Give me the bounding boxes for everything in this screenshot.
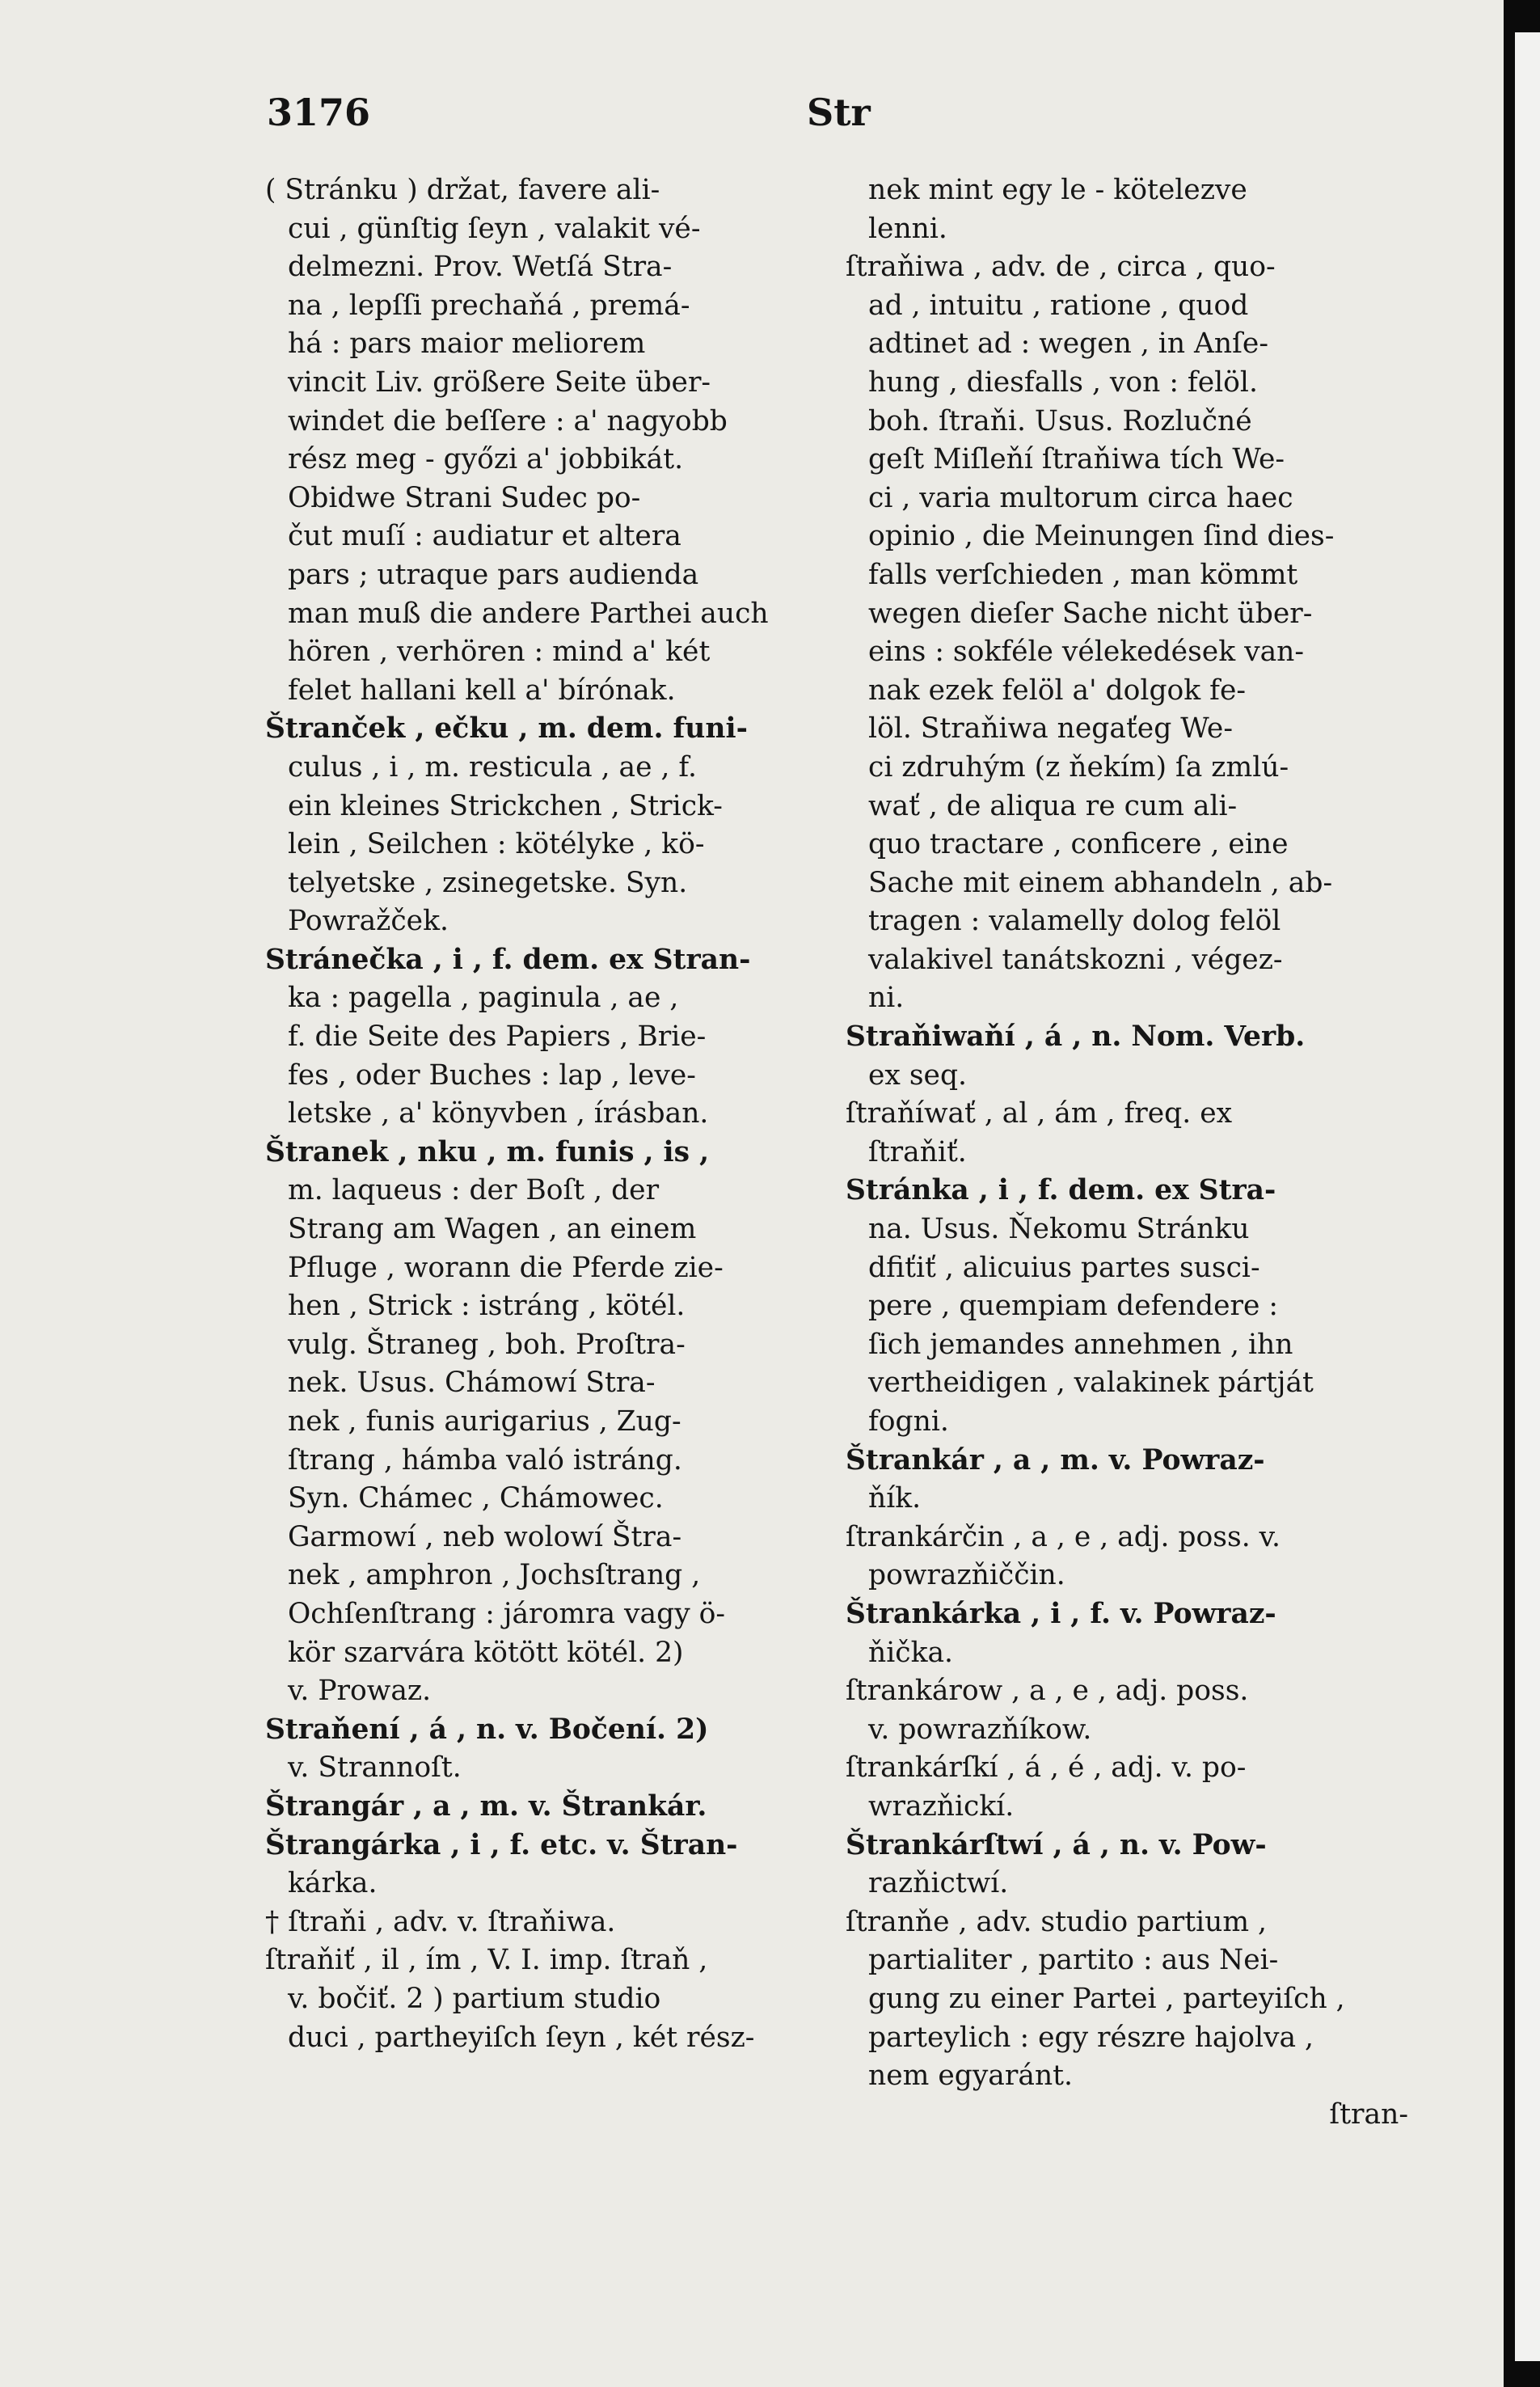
text-line: na. Usus. Ňekomu Stránku: [868, 1213, 1250, 1246]
entry-headword-line: ſtraňiwa , adv. de , circa , quo-: [846, 251, 1276, 284]
entry-headword-line: ſtraňíwať , al , ám , freq. ex: [846, 1097, 1233, 1130]
text-line: Powražček.: [288, 905, 449, 938]
text-line: ſich jemandes annehmen , ihn: [868, 1328, 1293, 1361]
text-line: geſt Miſleňí ſtraňiwa tích We-: [868, 443, 1285, 476]
text-line: m. laqueus : der Boſt , der: [288, 1174, 660, 1207]
text-line: felet hallani kell a' bírónak.: [288, 674, 676, 707]
text-line: v. powrazňíkow.: [868, 1713, 1092, 1746]
text-line: kör szarvára kötött kötél. 2): [288, 1636, 684, 1669]
text-line: fes , oder Buches : lap , leve-: [288, 1058, 696, 1092]
text-line: falls verſchieden , man kömmt: [868, 558, 1298, 591]
text-line: telyetske , zsinegetske. Syn.: [288, 866, 688, 899]
text-line: quo tractare , conficere , eine: [868, 828, 1289, 861]
entry-headword-line: ſtraňiť , il , ím , V. I. imp. ſtraň ,: [265, 1944, 708, 1977]
text-line: powrazňiččin.: [868, 1559, 1065, 1592]
entry-headword-line: Štrankárſtwí , á , n. v. Pow-: [846, 1828, 1267, 1861]
text-line: ex seq.: [868, 1058, 968, 1092]
text-line: ňička.: [868, 1636, 954, 1669]
text-line: hen , Strick : istráng , kötél.: [288, 1290, 686, 1323]
text-line: ka : pagella , paginula , ae ,: [288, 982, 679, 1015]
text-line: razňictwí.: [868, 1867, 1009, 1900]
text-line: Pfluge , worann die Pferde zie-: [288, 1251, 724, 1284]
catchword: ſtran-: [1329, 2098, 1408, 2131]
text-line: kárka.: [288, 1867, 378, 1900]
entry-headword-line: Štrangár , a , m. v. Štrankár.: [265, 1789, 707, 1823]
text-line: nek , amphron , Jochsſtrang ,: [288, 1559, 701, 1592]
text-line: pere , quempiam defendere :: [868, 1290, 1279, 1323]
text-line: boh. ſtraňi. Usus. Rozlučné: [868, 404, 1252, 437]
text-line: ci , varia multorum circa haec: [868, 481, 1293, 514]
text-line: lenni.: [868, 212, 947, 245]
text-line: v. bočiť. 2 ) partium studio: [288, 1982, 661, 2015]
text-line: duci , partheyiſch ſeyn , két rész-: [288, 2021, 755, 2054]
text-line: Sache mit einem abhandeln , ab-: [868, 866, 1333, 899]
text-line: delmezni. Prov. Wetſá Stra-: [288, 251, 673, 284]
text-line: v. Strannoſt.: [288, 1751, 462, 1785]
text-line: nek mint egy le - kötelezve: [868, 174, 1247, 206]
text-line: vincit Liv. größere Seite über-: [288, 365, 711, 399]
text-line: Ochſenſtrang : járomra vagy ö-: [288, 1597, 726, 1630]
text-line: ad , intuitu , ratione , quod: [868, 289, 1249, 322]
text-line: nek , funis aurigarius , Zug-: [288, 1405, 681, 1438]
text-line: pars ; utraque pars audienda: [288, 558, 699, 591]
text-line: na , lepſſi prechaňá , premá-: [288, 289, 690, 322]
entry-headword-line: † ſtraňi , adv. v. ſtraňiwa.: [265, 1905, 616, 1938]
text-line: valakivel tanátskozni , végez-: [868, 943, 1283, 976]
text-line: wať , de aliqua re cum ali-: [868, 789, 1238, 822]
text-line: ni.: [868, 982, 905, 1015]
text-line: culus , i , m. resticula , ae , f.: [288, 750, 697, 784]
text-line: nek. Usus. Chámowí Stra-: [288, 1367, 656, 1400]
text-line: nem egyaránt.: [868, 2060, 1073, 2093]
text-line: há : pars maior meliorem: [288, 327, 646, 361]
text-line: vertheidigen , valakinek pártját: [868, 1367, 1314, 1400]
text-line: nak ezek felöl a' dolgok fe-: [868, 674, 1247, 707]
entry-headword-line: ſtrankárčin , a , e , adj. poss. v.: [846, 1520, 1281, 1553]
entry-headword-line: ſtrankárow , a , e , adj. poss.: [846, 1675, 1249, 1708]
text-line: man muß die andere Parthei auch: [288, 597, 769, 630]
text-line: čut muſí : audiatur et altera: [288, 520, 681, 553]
text-line: Syn. Chámec , Chámowec.: [288, 1482, 664, 1515]
text-line: adtinet ad : wegen , in Anſe-: [868, 327, 1268, 361]
text-line: Obidwe Strani Sudec po-: [288, 481, 641, 514]
entry-headword-line: ſtranňe , adv. studio partium ,: [846, 1905, 1267, 1938]
entry-headword-line: Štrankárka , i , f. v. Powraz-: [846, 1597, 1276, 1630]
text-line: ( Stránku ) držat, favere ali-: [265, 174, 660, 206]
entry-headword-line: Štranek , nku , m. funis , is ,: [265, 1135, 710, 1168]
text-line: hung , diesfalls , von : felöl.: [868, 365, 1258, 399]
text-line: parteylich : egy részre hajolva ,: [868, 2021, 1314, 2054]
text-line: ſtrang , hámba való istráng.: [288, 1443, 682, 1477]
adjacent-page-edge: [1504, 0, 1540, 2387]
page-header: [267, 91, 1431, 155]
entry-headword-line: Straňiwaňí , á , n. Nom. Verb.: [846, 1020, 1306, 1054]
entry-headword-line: Štrankár , a , m. v. Powraz-: [846, 1443, 1265, 1477]
text-line: wrazňickí.: [868, 1789, 1015, 1823]
text-line: letske , a' könyvben , írásban.: [288, 1097, 709, 1130]
text-line: opinio , die Meinungen ſind dies-: [868, 520, 1335, 553]
text-line: löl. Straňiwa negaťeg We-: [868, 712, 1233, 746]
text-line: ein kleines Strickchen , Strick-: [288, 789, 723, 822]
text-line: v. Prowaz.: [288, 1675, 432, 1708]
entry-headword-line: Štranček , ečku , m. dem. funi-: [265, 712, 748, 746]
text-line: ci zdruhým (z ňekím) ſa zmlú-: [868, 750, 1289, 784]
adjacent-page-paper: [1515, 32, 1540, 2361]
text-line: wegen dieſer Sache nicht über-: [868, 597, 1313, 630]
text-line: cui , günſtig ſeyn , valakit vé-: [288, 212, 701, 245]
text-line: windet die beſſere : a' nagyobb: [288, 404, 728, 437]
text-line: fogni.: [868, 1405, 949, 1438]
text-line: f. die Seite des Papiers , Brie-: [288, 1020, 707, 1054]
entry-headword-line: ſtrankárſkí , á , é , adj. v. po-: [846, 1751, 1247, 1785]
text-line: Strang am Wagen , an einem: [288, 1213, 697, 1246]
right-column: [846, 171, 1416, 2134]
entry-headword-line: Stránka , i , f. dem. ex Stra-: [846, 1174, 1276, 1207]
text-line: partialiter , partito : aus Nei-: [868, 1944, 1279, 1977]
entry-headword-line: Stránečka , i , f. dem. ex Stran-: [265, 943, 751, 976]
running-head: Str: [807, 91, 871, 134]
text-line: rész meg - győzi a' jobbikát.: [288, 443, 684, 476]
entry-headword-line: Straňení , á , n. v. Bočení. 2): [265, 1713, 709, 1746]
text-line: ſtraňiť.: [868, 1135, 967, 1168]
page-number: 3176: [267, 91, 371, 134]
text-line: hören , verhören : mind a' két: [288, 636, 711, 669]
entry-headword-line: Štrangárka , i , f. etc. v. Štran-: [265, 1828, 738, 1861]
text-line: Garmowí , neb wolowí Štra-: [288, 1520, 682, 1553]
text-line: eins : sokféle vélekedések van-: [868, 636, 1305, 669]
text-line: lein , Seilchen : kötélyke , kö-: [288, 828, 705, 861]
left-column: [265, 171, 836, 2057]
text-line: vulg. Štraneg , boh. Proſtra-: [288, 1328, 686, 1361]
text-line: gung zu einer Partei , parteyiſch ,: [868, 1982, 1345, 2015]
text-line: tragen : valamelly dolog felöl: [868, 905, 1281, 938]
text-line: dfiťiť , alicuius partes susci-: [868, 1251, 1260, 1284]
text-line: ňík.: [868, 1482, 922, 1515]
